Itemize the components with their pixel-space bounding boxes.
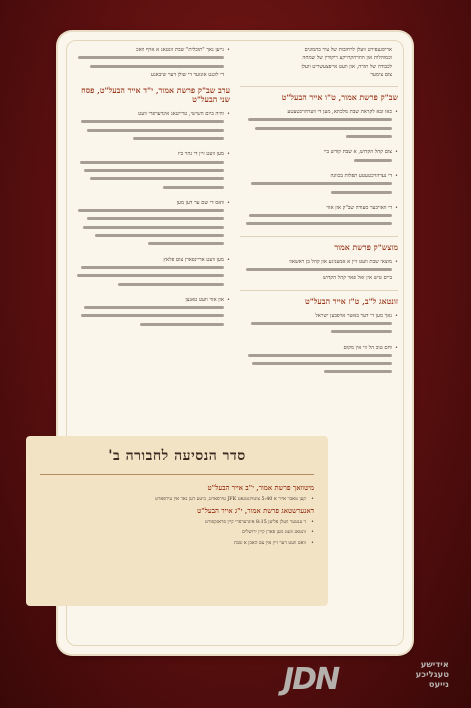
schedule-section-title: מיטוואך פרשת אמור, י"ב אייר הבעל"ט bbox=[207, 484, 314, 492]
list-item: • נאך מען די דער באשר אויפבען ישראל bbox=[240, 312, 398, 337]
list-item: • מוצאי שבת וועט זיין א אמעניגע און קהל בן ראשאוו ביים טיש אין זאל פאר קהל הקדוש bbox=[240, 258, 398, 283]
schedule-divider bbox=[40, 474, 314, 475]
list-item: • זונטאג וועט מען פארן קיין ירושלים bbox=[242, 529, 314, 535]
section-title: מוצש"ק פרשת אמור bbox=[334, 242, 398, 252]
logo-text: JDN bbox=[283, 662, 339, 697]
article-columns bbox=[72, 46, 398, 456]
list-item: • קען טאבר אייר א 5:40 צוטויזנטגאט JFK עירפארט, ביטע דען גאר אין עירפארט bbox=[155, 496, 314, 502]
section-title: ערב שב"ק פרשת אמור, י"ד אייר הבעל"ט, פסח שני הבעל"ט bbox=[81, 86, 230, 105]
list-item: • און אזוי וועט טאנצן bbox=[72, 296, 230, 329]
list-item: • וואס וועט דער זיין אין עס האבן א שבת bbox=[233, 539, 314, 546]
list-item: • די נערהויכטעטע תפלות בכוונה bbox=[240, 172, 398, 197]
list-item: • כאו זבא לקראת שבת מלכתא, מען די ווערהויכטעטע bbox=[240, 108, 398, 141]
list-item: • ד ענטער וועלן פליען 8:15 אינדערפרי קיין פראנקפורט bbox=[205, 518, 314, 525]
list-item: • וואס די שם ער דען מען bbox=[72, 199, 230, 249]
schedule-section-title: דאנערשטאג פרשת אמור, י"ג אייר הבעל"ט bbox=[197, 506, 314, 515]
divider bbox=[240, 86, 398, 87]
list-item: • צום קהל הקדוש, א שבת קודש ביי bbox=[240, 148, 398, 165]
right-column bbox=[72, 46, 230, 456]
divider bbox=[240, 236, 398, 237]
schedule-body bbox=[40, 482, 314, 550]
list-item: • מען וועט אריינפארן צום פלאץ bbox=[72, 256, 230, 289]
schedule-title: סדר הנסיעה לחבורה ב' bbox=[108, 448, 246, 464]
tagline-line: טעגליכע bbox=[415, 670, 449, 680]
list-item: • די וואויכער סעודה שב"ק און אזוי bbox=[240, 204, 398, 229]
travel-schedule-box bbox=[26, 436, 328, 606]
section-title: זונטאג ל"ב, ט"ז אייר הבעל"ט bbox=[305, 296, 398, 306]
list-item: • נייען נאך "תוכלית" שבת זונטאג א אויף וואכ די לוגנט אונזער די שולן דער שיבאנע bbox=[72, 46, 230, 79]
list-item: • וחם טוב הל ווי אין מקום bbox=[240, 344, 398, 377]
list-item: • והיה ביום השישי, טרייטאג אינדערפרי וועט bbox=[72, 110, 230, 143]
logo-tagline bbox=[416, 660, 449, 690]
tagline-line: נייעס bbox=[428, 680, 449, 690]
left-column bbox=[240, 46, 398, 456]
jdn-logo bbox=[277, 658, 397, 697]
section-title: שב"ק פרשת אמור, ט"ו אייר הבעל"ט bbox=[281, 93, 398, 103]
list-item: אריסגעפירט וועלן לרחובות של עיר בהמונים וכמוהלות און החרהקרויקע ריקודין של שמחה לכבודה של תורה, און וועט אייפצעשריט וועלן צום צימער bbox=[301, 47, 392, 78]
tagline-line: אידישע bbox=[420, 660, 449, 670]
list-item: • מען וועט זיין די נהר ביז bbox=[72, 150, 230, 191]
divider bbox=[240, 290, 398, 291]
